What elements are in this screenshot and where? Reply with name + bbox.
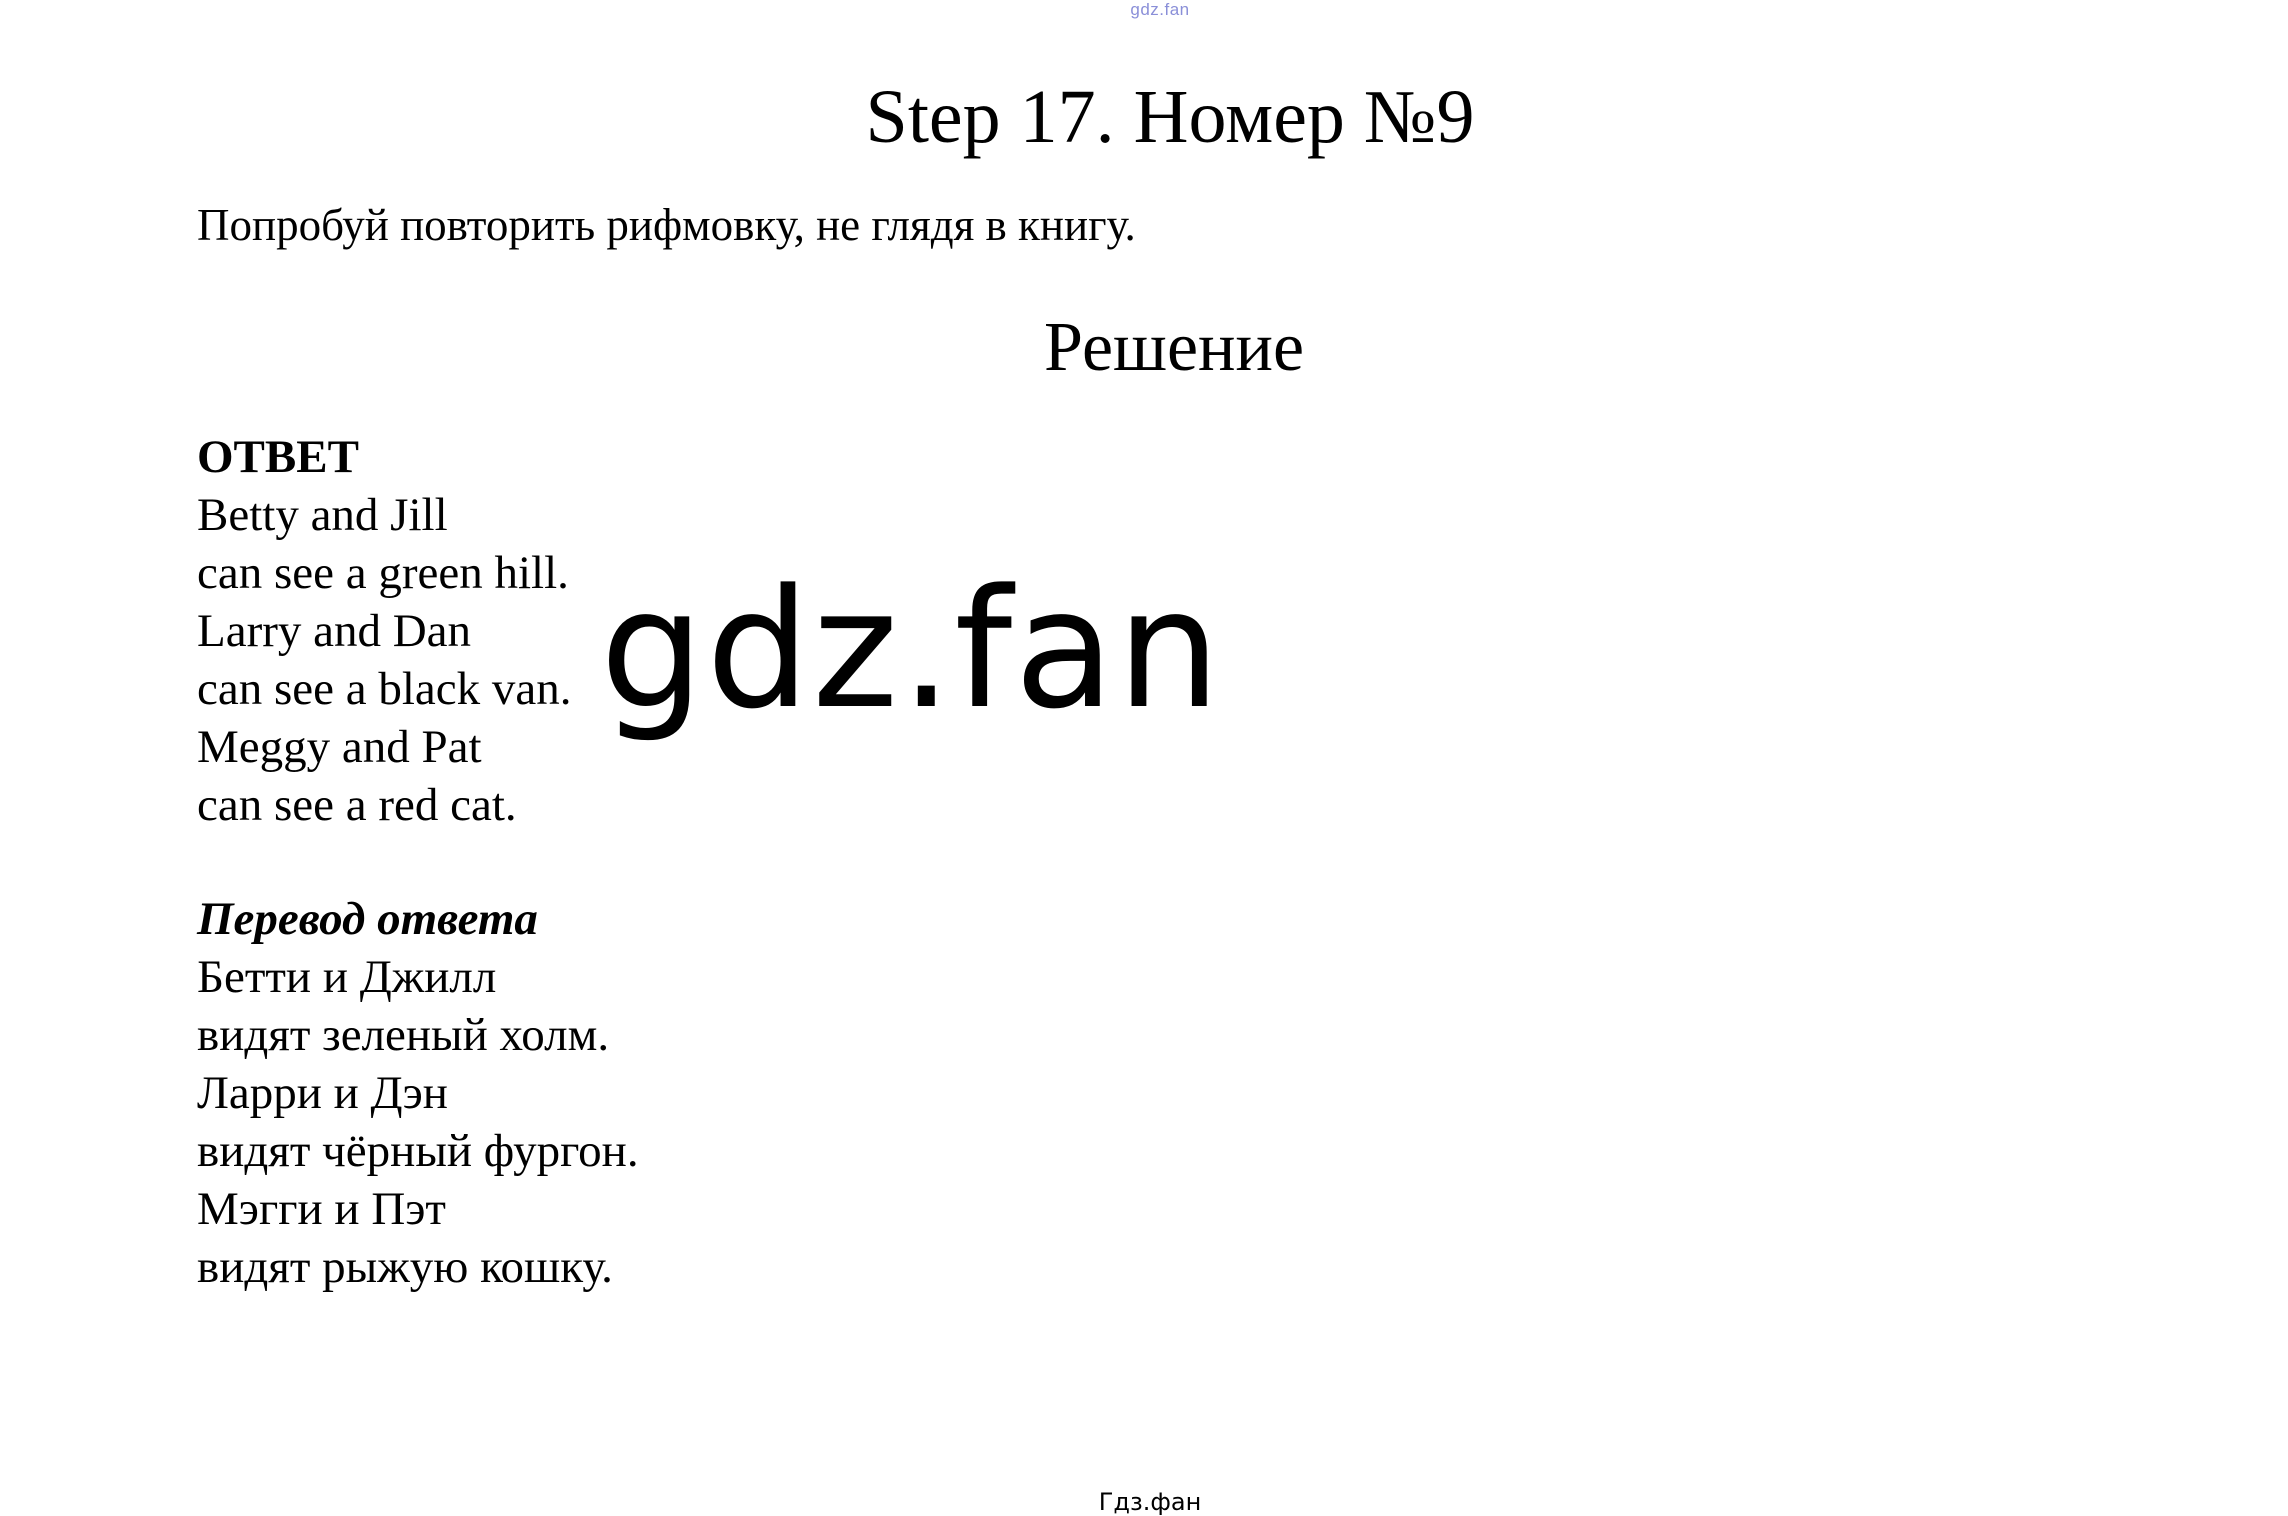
answer-label: ОТВЕТ xyxy=(197,431,359,483)
answer-line: can see a green hill. xyxy=(197,547,569,599)
page-footer: Гдз.фан xyxy=(1098,1488,1202,1516)
answer-block xyxy=(197,428,572,834)
page-title: Step 17. Номер №9 xyxy=(865,75,1475,159)
site-watermark: gdz.fan xyxy=(600,554,1223,745)
answer-line: Larry and Dan xyxy=(197,605,472,657)
translation-line: видят зеленый холм. xyxy=(197,1009,610,1061)
translation-line: Бетти и Джилл xyxy=(197,951,497,1003)
top-watermark-link: gdz.fan xyxy=(1130,0,1190,19)
translation-line: видят чёрный фургон. xyxy=(197,1125,639,1177)
answer-line: can see a red cat. xyxy=(197,779,517,831)
translation-block xyxy=(197,890,639,1296)
translation-line: видят рыжую кошку. xyxy=(197,1241,613,1293)
translation-line: Ларри и Дэн xyxy=(197,1067,448,1119)
translation-label: Перевод ответа xyxy=(197,893,538,945)
answer-line: Meggy and Pat xyxy=(197,721,482,773)
solution-heading: Решение xyxy=(1043,309,1305,386)
answer-line: Betty and Jill xyxy=(197,489,448,541)
answer-line: can see a black van. xyxy=(197,663,572,715)
translation-line: Мэгги и Пэт xyxy=(197,1183,446,1235)
task-instruction: Попробуй повторить рифмовку, не глядя в книгу. xyxy=(197,200,1136,250)
